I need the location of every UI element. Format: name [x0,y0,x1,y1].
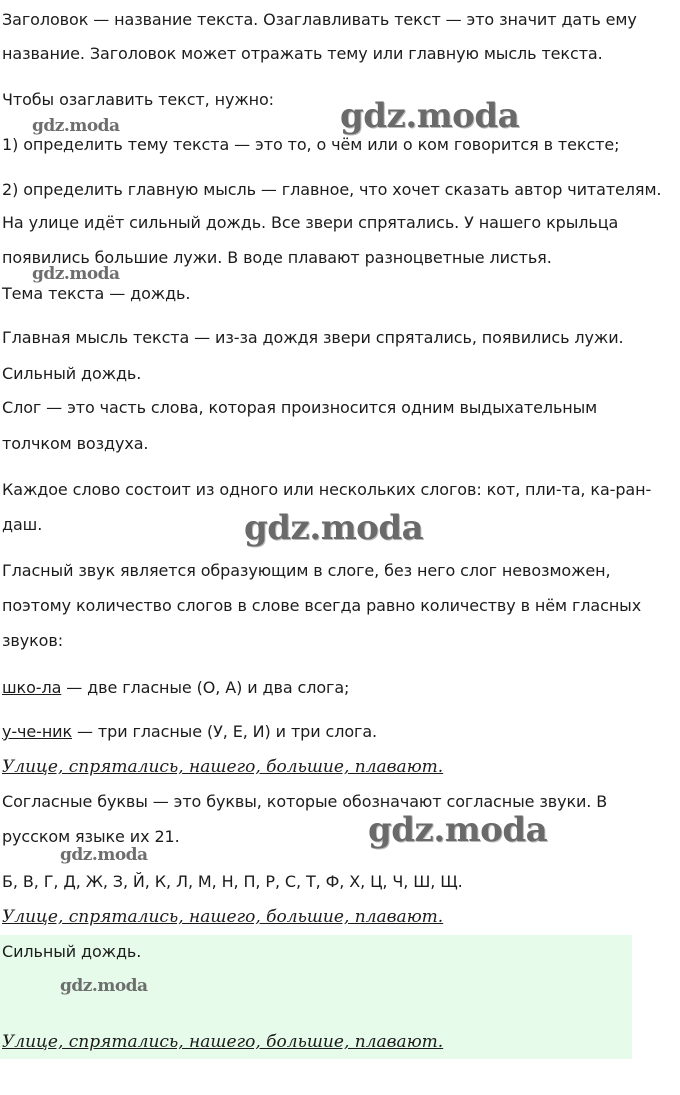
text-line: поэтому количество слогов в слове всегда равно количеству в нём гласных [2,596,642,615]
text-line: звуков: [2,631,63,650]
watermark-logo: gdz.moda [340,96,520,136]
handwritten-answer: Улице, спрятались, нашего, большие, плавают. [2,907,444,927]
text-line: Согласные буквы — это буквы, которые обозначают согласные звуки. В [2,792,608,811]
text-line: даш. [2,515,43,534]
text-line [2,722,377,742]
text-line: Тема текста — дождь. [2,284,191,303]
example-word: у-че-ник [2,722,73,741]
watermark-logo: gdz.moda [368,810,548,850]
example-word: шко-ла [2,678,62,697]
handwritten-answer: Улице, спрятались, нашего, большие, плавают. [2,1032,444,1052]
text-line: 1) определить тему текста — это то, о чём или о ком говорится в тексте; [2,135,620,154]
text-line: Главная мысль текста — из-за дождя звери спрятались, появились лужи. [2,328,624,347]
handwritten-answer: Улице, спрятались, нашего, большие, плавают. [2,757,444,777]
text-line: На улице идёт сильный дождь. Все звери спрятались. У нашего крыльца [2,213,619,232]
text-line: Гласный звук является образующим в слоге, без него слог невозможен, [2,561,611,580]
text-line: толчком воздуха. [2,434,149,453]
text-line: название. Заголовок может отражать тему или главную мысль текста. [2,44,603,63]
text-line: Б, В, Г, Д, Ж, З, Й, К, Л, М, Н, П, Р, С, Т, Ф, Х, Ц, Ч, Ш, Щ. [2,872,463,891]
watermark-logo: gdz.moda [60,845,148,865]
watermark-logo: gdz.moda [32,116,120,136]
example-rest: — две гласные (О, А) и два слога; [61,678,350,697]
watermark-logo: gdz.moda [60,976,148,996]
text-line: Сильный дождь. [2,942,142,961]
text-line: Слог — это часть слова, которая произносится одним выдыхательным [2,398,598,417]
text-line: Заголовок — название текста. Озаглавливать текст — это значит дать ему [2,10,637,29]
text-line: появились большие лужи. В воде плавают разноцветные листья. [2,248,552,267]
text-line: Каждое слово состоит из одного или нескольких слогов: кот, пли-та, ка-ран- [2,480,652,499]
text-line: Чтобы озаглавить текст, нужно: [2,90,274,109]
watermark-logo: gdz.moda [32,264,120,284]
example-rest: — три гласные (У, Е, И) и три слога. [72,722,378,741]
watermark-logo: gdz.moda [244,508,424,548]
text-line: русском языке их 21. [2,827,180,846]
text-line: 2) определить главную мысль — главное, что хочет сказать автор читателям. [2,180,662,199]
text-line [2,678,349,698]
text-line: Сильный дождь. [2,364,142,383]
